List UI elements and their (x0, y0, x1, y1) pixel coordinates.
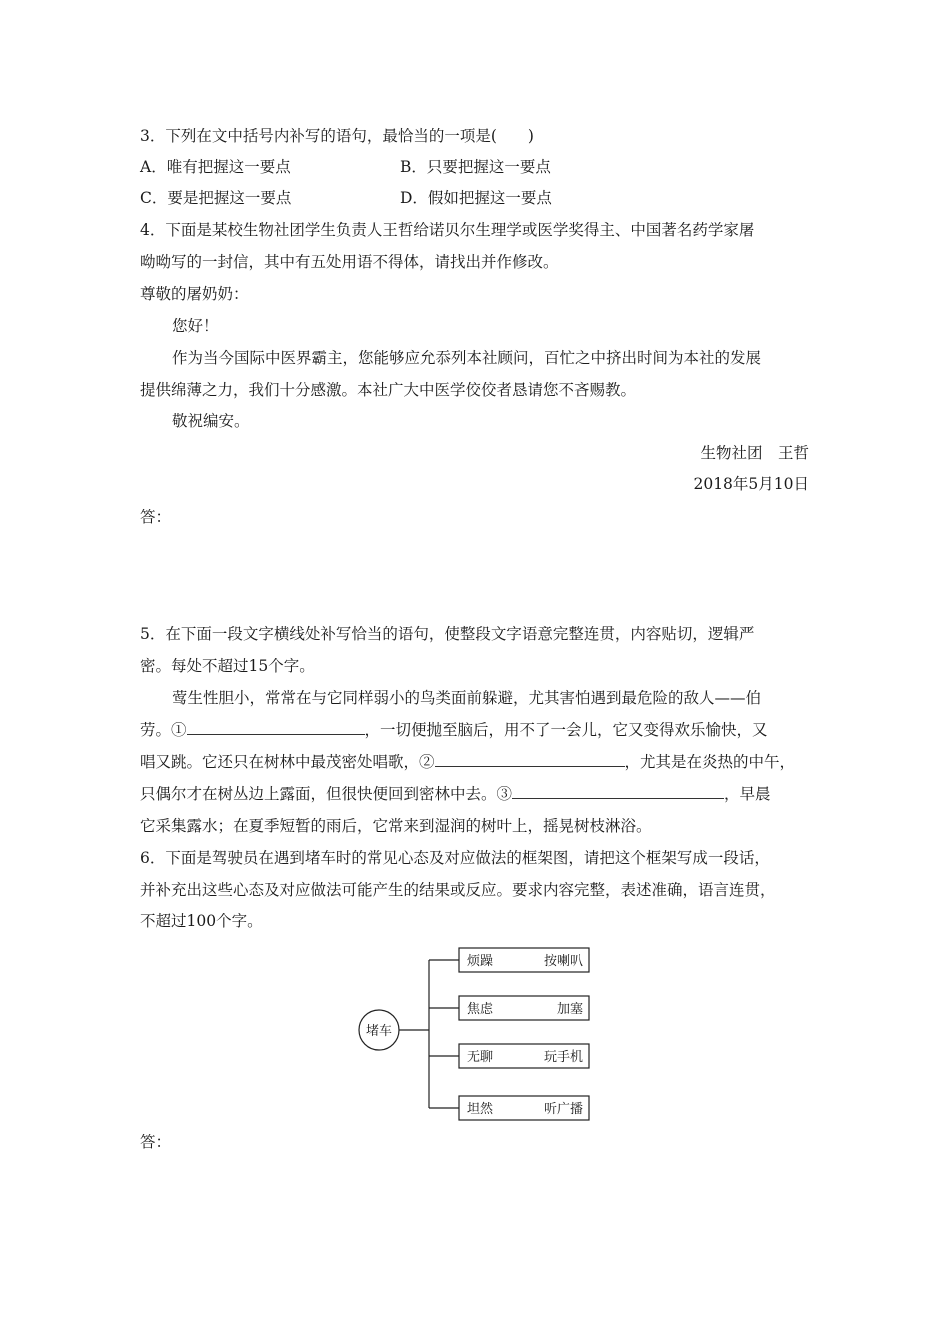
q5-passage-line4 (140, 784, 771, 804)
q6-stem-line2: 并补充出这些心态及对应做法可能产生的结果或反应。要求内容完整，表述准确，语言连贯， (140, 881, 776, 899)
diagram-box-4 (459, 1096, 589, 1120)
q4-answer-label: 答： (140, 508, 172, 526)
diagram-box-2 (459, 996, 589, 1020)
q5-passage-line3-end: ，尤其是在炎热的中午， (624, 753, 796, 771)
q6-stem-line1: 6．下面是驾驶员在遇到堵车时的常见心态及对应做法的框架图，请把这个框架写成一段话， (140, 849, 770, 867)
q5-passage-line3 (140, 752, 795, 772)
letter-closing: 敬祝编安。 (172, 412, 250, 430)
diagram-box-3-mood: 无聊 (467, 1050, 494, 1065)
blank-3[interactable] (512, 784, 724, 799)
q5-passage-line4-end: ，早晨 (724, 785, 771, 803)
q6-stem-line3: 不超过100个字。 (140, 912, 263, 930)
q3-stem: 3．下列在文中括号内补写的语句，最恰当的一项是( ) (140, 127, 534, 145)
letter-salutation: 尊敬的屠奶奶： (140, 285, 249, 303)
diagram-box-3 (459, 1044, 589, 1068)
diagram-box-1-mood: 烦躁 (467, 954, 494, 969)
q5-stem-line1: 5．在下面一段文字横线处补写恰当的语句，使整段文字语意完整连贯，内容贴切，逻辑严 (140, 625, 755, 643)
letter-signature: 生物社团 王哲 (700, 444, 809, 462)
q5-passage-line4-start: 只偶尔才在树丛边上露面，但很快便回到密林中去。③ (140, 785, 513, 803)
letter-greeting: 您好！ (172, 317, 219, 335)
diagram-box-4-mood: 坦然 (467, 1102, 494, 1117)
q5-passage-line5: 它采集露水；在夏季短暂的雨后，它常来到湿润的树叶上，摇晃树枝淋浴。 (140, 817, 652, 835)
q3-option-a: A．唯有把握这一要点 (140, 158, 291, 176)
blank-1[interactable] (187, 720, 365, 735)
diagram-box-2-mood: 焦虑 (467, 1002, 494, 1017)
q3-option-b: B．只要把握这一要点 (400, 158, 551, 176)
q6-answer-label: 答： (140, 1133, 172, 1151)
q5-passage-line1: 莺生性胆小，常常在与它同样弱小的鸟类面前躲避，尤其害怕遇到最危险的敌人——伯 (172, 689, 762, 707)
diagram-box-2-action: 加塞 (556, 1002, 583, 1017)
q5-passage-line2 (140, 720, 768, 740)
letter-body-line1: 作为当今国际中医界霸主，您能够应允忝列本社顾问，百忙之中挤出时间为本社的发展 (172, 349, 762, 367)
q5-passage-line3-start: 唱又跳。它还只在树林中最茂密处唱歌，② (140, 753, 435, 771)
q3-option-c: C．要是把握这一要点 (140, 189, 292, 207)
q5-passage-line2-end: ，一切便抛至脑后，用不了一会儿，它又变得欢乐愉快，又 (364, 721, 768, 739)
diagram-center-label: 堵车 (365, 1024, 393, 1039)
diagram-box-3-action: 玩手机 (543, 1050, 583, 1065)
q5-stem-line2: 密。每处不超过15个字。 (140, 657, 315, 675)
q5-passage-line2-start: 劳。① (140, 721, 187, 739)
traffic-jam-diagram (355, 942, 595, 1122)
letter-body-line2: 提供绵薄之力，我们十分感激。本社广大中医学佼佼者恳请您不吝赐教。 (140, 381, 637, 399)
q4-stem-line1: 4．下面是某校生物社团学生负责人王哲给诺贝尔生理学或医学奖得主、中国著名药学家屠 (140, 221, 755, 239)
q3-option-d: D．假如把握这一要点 (400, 189, 552, 207)
q4-stem-line2: 呦呦写的一封信，其中有五处用语不得体，请找出并作修改。 (140, 253, 559, 271)
blank-2[interactable] (435, 752, 625, 767)
letter-date: 2018年5月10日 (693, 475, 809, 493)
diagram-box-1 (459, 948, 589, 972)
diagram-box-4-action: 听广播 (543, 1102, 583, 1117)
diagram-box-1-action: 按喇叭 (543, 954, 583, 969)
